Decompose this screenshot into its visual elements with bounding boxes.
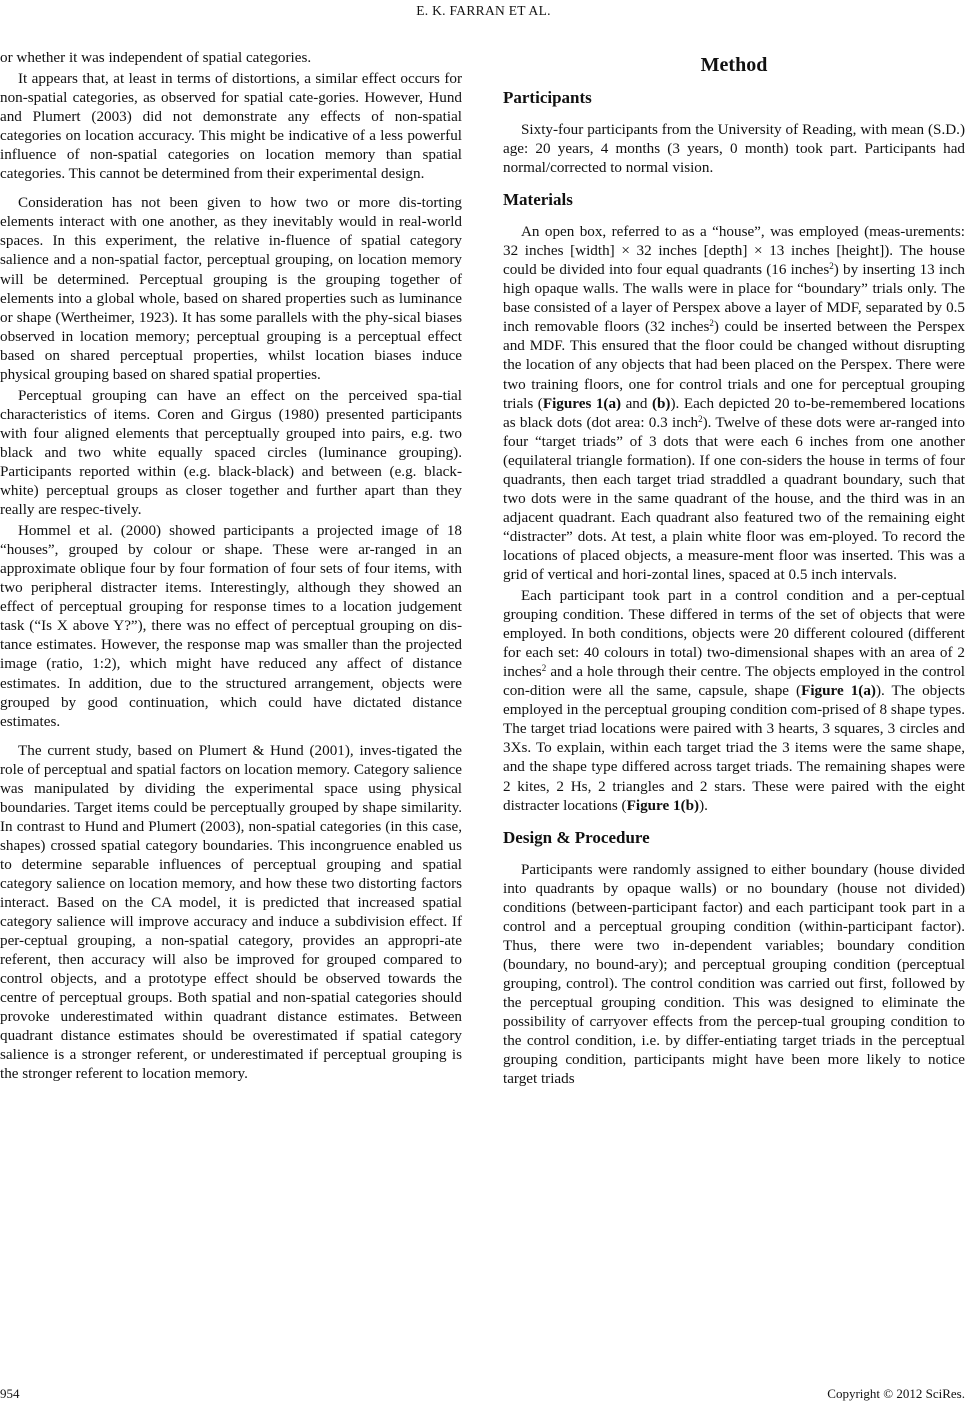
design-procedure-heading: Design & Procedure [503, 827, 650, 847]
paragraph: Each participant took part in a control condition and a per-ceptual grouping condition. These differed in terms of the set of objects that were employed. In both conditions, objects were 20 different coloured (different for each set: 40 colours in total) two-dimensional shapes with an area of 2 inches$^2$ and a hole through their centre. The objects employed in the control con-dition were all the same, capsule, shape (Figure 1(a)). The objects employed in the perceptual grouping condition com-prised of 8 shape types. The target triad locations were paired with 3 hearts, 3 squares, 3 circles and 3Xs. To explain, within each target triad the 3 items were the same shape, and the shape type differed across target triads. The remaining shapes were 2 kites, 2 Hs, 2 triangles and 2 stars. These were paired with the eight distracter locations (Figure 1(b)). [503, 587, 965, 814]
paragraph: It appears that, at least in terms of distortions, a similar effect occurs for non-spatial categories, as observed for spatial cate-gories. However, Hund and Plumert (2003) did not demonstrate any effects of non-spatial categories on location accuracy. This might be indicative of a less powerful influence of non-spatial categories on location memory than spatial categories. This cannot be determined from their experimental design. [0, 70, 462, 183]
page-number: 954 [0, 1386, 20, 1401]
paragraph: Hommel et al. (2000) showed participants a projected image of 18 “houses”, grouped by colour or shape. These were ar-ranged in an approximate oblique four by four formation of four sets of four items, with two peripheral distracter items. Interestingly, although they showed an effect of perceptual grouping for response times to a location judgement task (“Is X above Y?”), there was no effect of perceptual grouping on dis-tance estimates. However, the response map was smaller than the projected image (ratio, 1:2), which might have reduced any affect of distance estimates. In addition, due to the structured arrangement, objects were grouped by good continuation, which could have dictated distance estimates. [0, 522, 462, 730]
paragraph: Sixty-four participants from the University of Reading, with mean (S.D.) age: 20 years, 4 months (3 years, 0 month) took part. Participants had normal/corrected to normal vision. [503, 121, 965, 177]
right-column [503, 48, 965, 1088]
figure-reference[interactable]: Figures 1(a) [542, 394, 622, 412]
copyright-notice: Copyright © 2012 SciRes. [827, 1386, 965, 1401]
figure-reference[interactable]: (b) [651, 394, 671, 412]
method-heading: Method [700, 54, 768, 76]
figure-reference[interactable]: Figure 1(a) [801, 682, 876, 700]
paragraph: Participants were randomly assigned to either boundary (house divided into quadrants by opaque walls) or no boundary (house not divided) conditions (between-participant factor) and each participant took part in a control and a perceptual grouping condition (within-participant factor). Thus, there were two in-dependent variables; boundary condition (boundary, no bound-ary); and perceptual grouping condition (perceptual grouping, control). The control condition was carried out first, followed by the perceptual grouping condition. This was designed to eliminate the possibility of carryover effects from the percep-tual grouping condition to the control condition, i.e. by differ-entiating target triads in the perceptual grouping condition, participants might have been more likely to notice target triads [503, 860, 965, 1088]
materials-heading: Materials [503, 190, 573, 210]
paragraph: Perceptual grouping can have an effect on the perceived spa-tial characteristics of items. Coren and Girgus (1980) presented participants with four aligned elements that perceptually grouped into pairs, e.g. two black and two white equally spaced circles (luminance grouping). Participants reported within (e.g. black-black) and between (e.g. black-white) perceptual groups as closer together and further apart than they really are respec-tively. [0, 386, 462, 519]
left-column [0, 48, 462, 1083]
running-head: E. K. FARRAN ET AL. [416, 3, 551, 18]
paragraph: The current study, based on Plumert & Hund (2001), inves-tigated the role of perceptual and spatial factors on location memory. Category salience was manipulated by dividing the experimental space using physical boundaries. Target items could be perceptually grouped by shape similarity. In contrast to Hund and Plumert (2003), non-spatial categories (in this case, shapes) crossed spatial category boundaries. This incongruence enabled us to determine separable influences of perceptual grouping and spatial category salience on location memory, and how these two distorting factors interact. Based on the CA model, it is predicted that increased spatial category salience will improve accuracy and induce a subdivision effect. If per-ceptual grouping, a non-spatial category, provides an appropri-ate referent, then accuracy will also be improved for grouped compared to control objects, and a prototype effect should be observed towards the centre of perceptual groups. Both spatial and non-spatial categories should provoke underestimated within quadrant distance estimates. Between quadrant distance estimates should be overestimated if spatial category salience is a stronger referent, or underestimated if perceptual grouping is the stronger referent to location memory. [0, 741, 462, 1083]
participants-heading: Participants [503, 88, 592, 107]
paragraph: An open box, referred to as a “house”, was employed (meas-urements: 32 inches [width] × 32 inches [depth] × 13 inches [height]). The house could be divided into four equal quadrants (16 inches$^2$) by inserting 13 inch high opaque walls. The walls were in place for “boundary” trials only. The base consisted of a layer of Perspex above a layer of MDF, separated by 0.5 inch removable floors (32 inches$^2$) could be inserted between the Perspex and MDF. This ensured that the floor could be changed without disrupting the location of any objects that had been placed on the Perspex. There were two training floors, one for control trials and one for perceptual grouping trials (Figures 1(a) and (b)). Each depicted 20 to-be-remembered locations as black dots (dot area: 0.3 inch$^2$). Twelve of these dots were ar-ranged into four “target triads” of 3 dots that were each 6 inches from one another (equilateral triangle formation). If one con-siders the house in terms of four quadrants, then each target triad straddled a quadrant boundary, such that two dots were in the same quadrant of the house, and the third was in an adjacent quadrant. Each quadrant also featured two of the remaining eight “distracter” dots. At test, a plain white floor was em-ployed. To record the locations of placed objects, a measure-ment floor was inserted. This was a grid of vertical and hori-zontal lines, spaced at 0.5 inch intervals. [503, 223, 966, 583]
figure-reference[interactable]: Figure 1(b) [626, 796, 700, 814]
paragraph: Consideration has not been given to how two or more dis-torting elements interact with one another, as they inevitably would in real-world spaces. In this experiment, the relative in-fluence of spatial category salience and a non-spatial factor, perceptual grouping, on location memory will be determined. Perceptual grouping is the grouping together of elements into a global whole, based on shared properties such as luminance or shape (Wertheimer, 1923). It has some parallels with the phy-sical biases observed in location memory; perceptual grouping is a perceptual effect based on shared perceptual properties, whilst location biases induce physical grouping based on shared spatial properties. [0, 194, 462, 383]
paragraph: or whether it was independent of spatial categories. [0, 49, 312, 66]
